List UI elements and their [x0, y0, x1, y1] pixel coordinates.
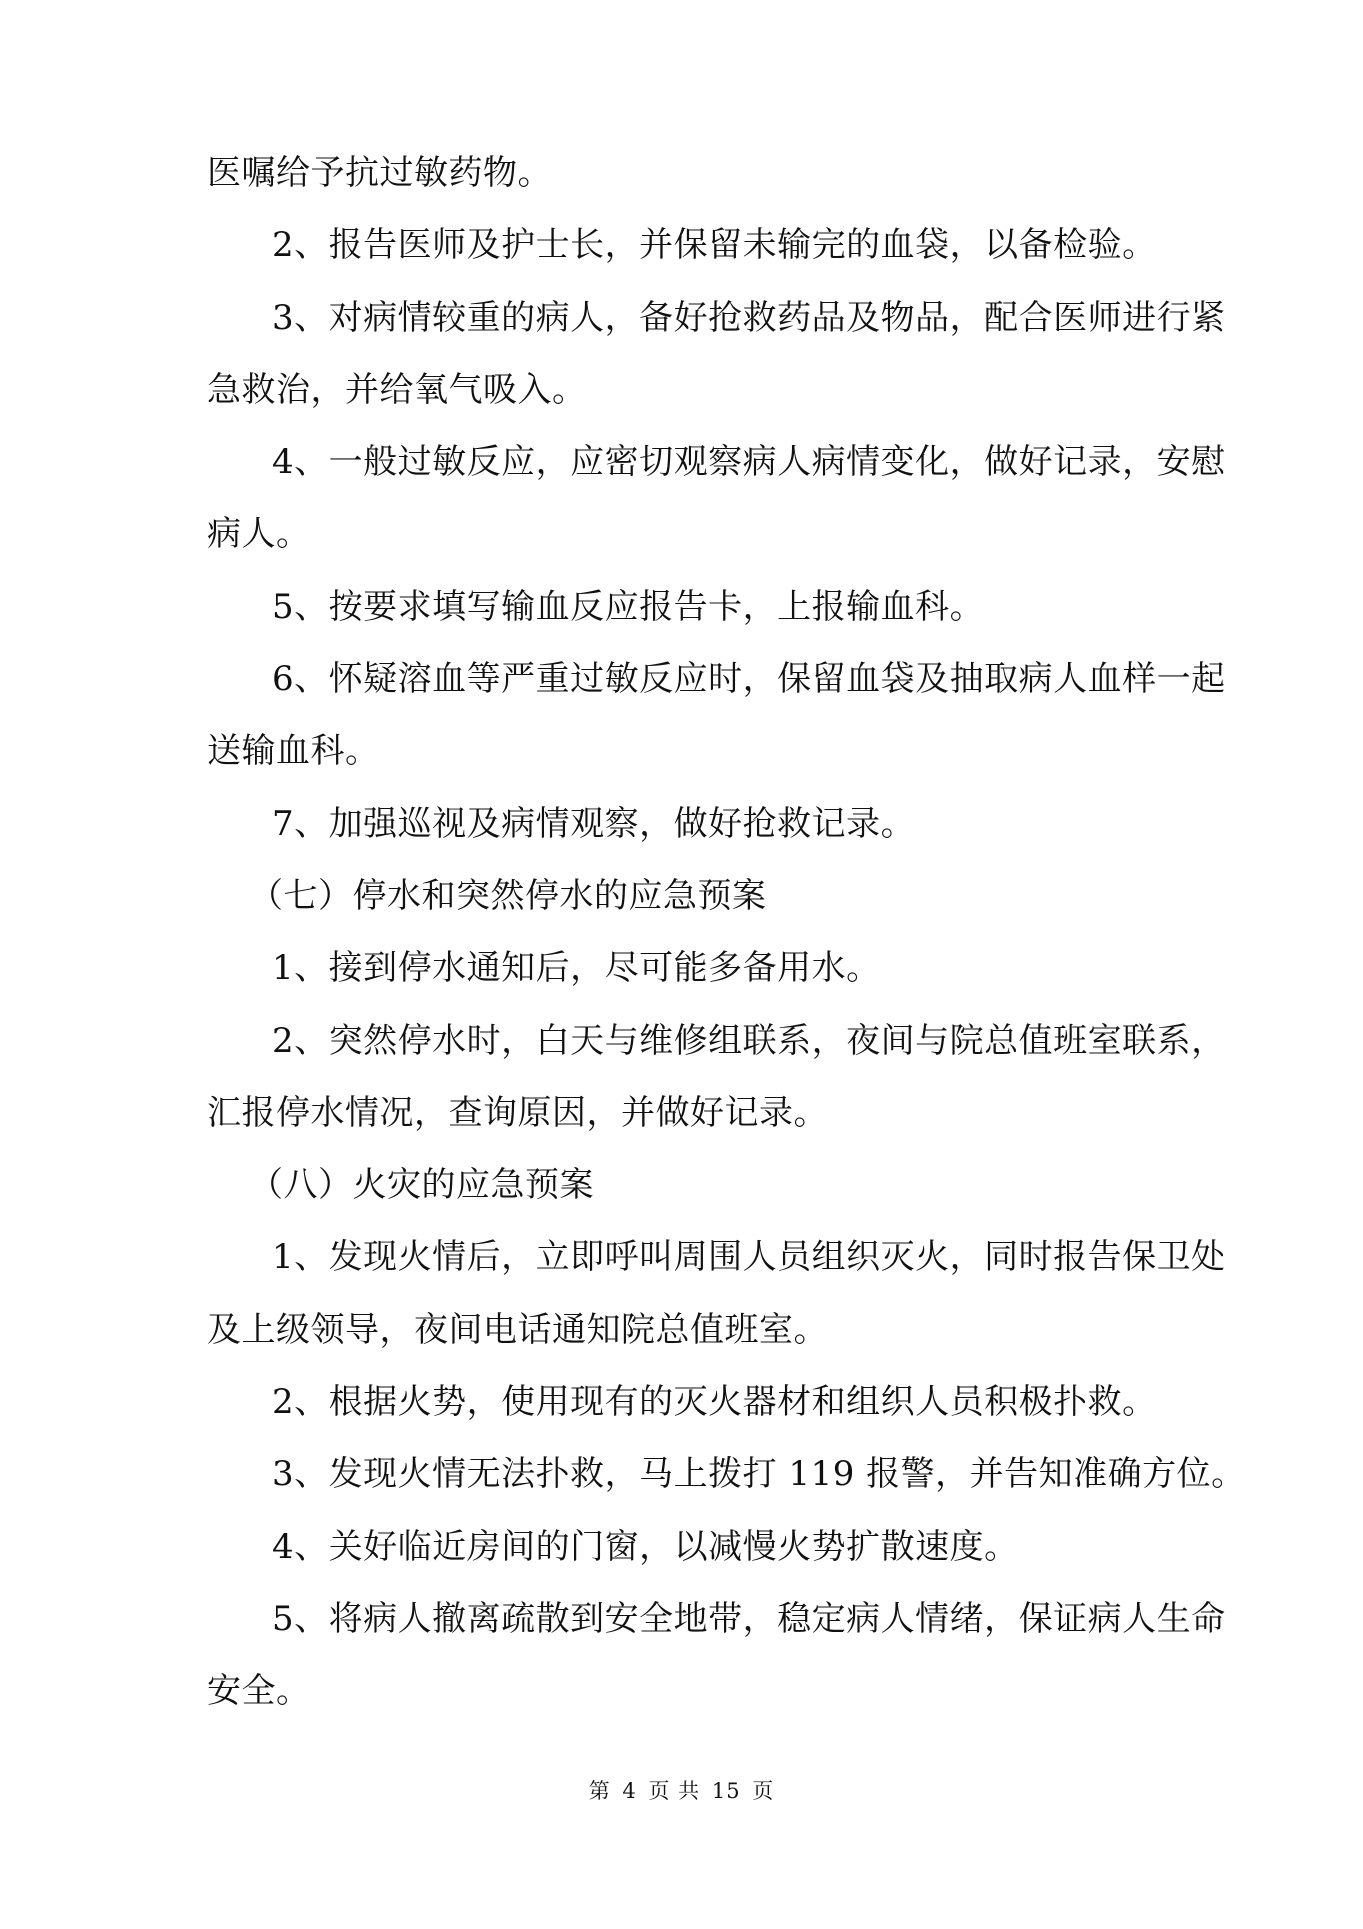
section-heading: （八）火灾的应急预案 [249, 1165, 594, 1206]
text-line: 1、发现火情后，立即呼叫周围人员组织灭火，同时报告保卫处 [272, 1237, 1226, 1278]
text-line: 6、怀疑溶血等严重过敏反应时，保留血袋及抽取病人血样一起 [272, 659, 1226, 700]
text-line: 3、发现火情无法扑救，马上拨打 119 报警，并告知准确方位。 [272, 1454, 1246, 1495]
page-footer [0, 1775, 1363, 1805]
footer-current-page: 4 [622, 1779, 637, 1803]
text-line: 7、加强巡视及病情观察，做好抢救记录。 [272, 803, 916, 844]
text-line: 4、关好临近房间的门窗，以减慢火势扩散速度。 [272, 1526, 1019, 1567]
text-line: 5、将病人撤离疏散到安全地带，稳定病人情绪，保证病人生命 [272, 1598, 1226, 1639]
text-line: 2、根据火势，使用现有的灭火器材和组织人员积极扑救。 [272, 1382, 1157, 1423]
footer-total-pages: 15 [711, 1779, 741, 1803]
text-line: 医嘱给予抗过敏药物。 [207, 153, 552, 193]
text-line: 安全。 [207, 1671, 311, 1712]
text-line: 4、一般过敏反应，应密切观察病人病情变化，做好记录，安慰 [272, 442, 1226, 483]
text-line: 2、报告医师及护士长，并保留未输完的血袋，以备检验。 [272, 225, 1157, 266]
text-line: 及上级领导，夜间电话通知院总值班室。 [207, 1309, 828, 1350]
text-line: 病人。 [207, 514, 311, 555]
text-line: 3、对病情较重的病人，备好抢救药品及物品，配合医师进行紧 [272, 297, 1226, 338]
document-body [207, 137, 1246, 1728]
text-line: 2、突然停水时，白天与维修组联系，夜间与院总值班室联系， [272, 1020, 1226, 1061]
text-line: 5、按要求填写输血反应报告卡，上报输血科。 [272, 586, 985, 627]
text-line: 急救治，并给氧气吸入。 [207, 369, 587, 410]
text-line: 1、接到停水通知后，尽可能多备用水。 [272, 948, 881, 989]
footer-middle: 页 共 [648, 1779, 701, 1803]
section-heading: （七）停水和突然停水的应急预案 [249, 875, 767, 916]
footer-suffix: 页 [752, 1779, 775, 1803]
footer-prefix: 第 [588, 1779, 611, 1803]
text-line: 送输血科。 [207, 731, 380, 772]
text-line: 汇报停水情况，查询原因，并做好记录。 [207, 1092, 828, 1133]
